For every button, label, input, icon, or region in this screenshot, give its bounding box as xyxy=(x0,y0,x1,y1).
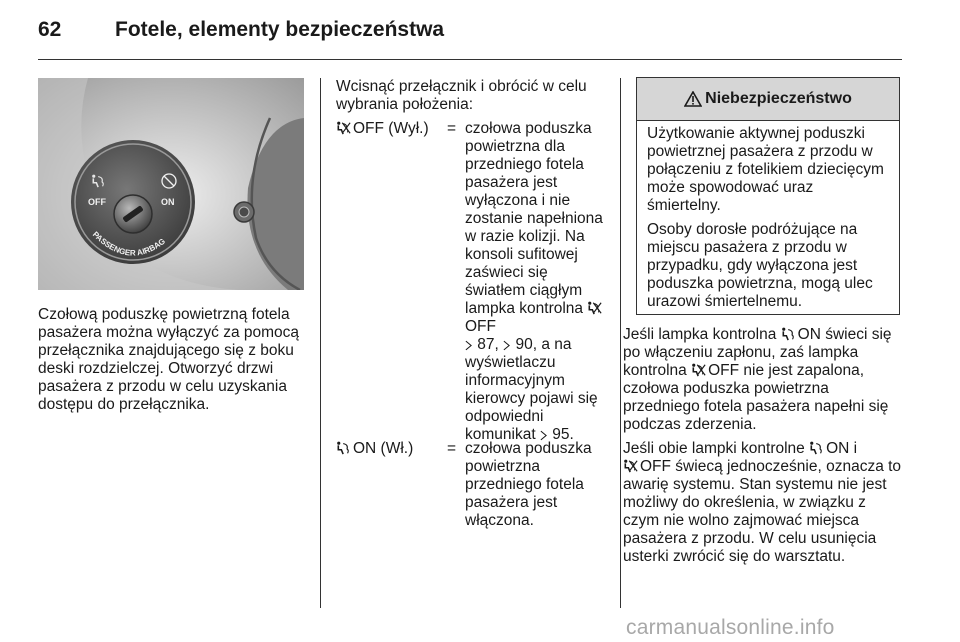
page-number: 62 xyxy=(38,18,62,41)
airbag-off-icon xyxy=(587,301,603,315)
indicator-paragraph-2 xyxy=(623,440,905,566)
option-off-equals: = xyxy=(447,120,457,137)
option-on-equals: = xyxy=(447,440,457,457)
option-off-key xyxy=(336,120,429,138)
warning-header xyxy=(637,78,899,121)
airbag-on-icon xyxy=(781,327,797,341)
page-reference-icon xyxy=(465,340,472,351)
on-label: ON xyxy=(161,197,175,207)
airbag-on-icon xyxy=(809,441,825,455)
indicator-p1-text-a: Jeśli lampka kontrolna xyxy=(623,326,781,343)
warning-paragraph-1: Użytkowanie aktywnej poduszki powietrznej pasażera z przodu w połączeniu z fotelikiem dziecięcym może spowodować uraz śmiertelny. xyxy=(647,125,884,214)
indicator-p1-on: ON xyxy=(797,326,821,343)
airbag-off-icon xyxy=(691,363,707,377)
indicator-p2-text-c: świecą jednocześnie, oznacza to awarię systemu. Stan systemu nie jest możliwy do określenia, w związku z czym nie wolno zajmować miejsca pasażera z przodu. W celu usunięcia usterki zwrócić się do warsztatu. xyxy=(623,458,902,565)
page-reference-icon xyxy=(503,340,510,351)
option-off-key-label: OFF (Wył.) xyxy=(353,120,429,137)
airbag-off-icon xyxy=(623,459,639,473)
column-divider-2 xyxy=(620,78,621,608)
warning-triangle-icon xyxy=(684,91,702,107)
warning-paragraph-2: Osoby dorosłe podróżujące na miejscu pasażera z przodu w przypadku, gdy wyłączona jest poduszka powietrzna, mogą ulec urazowi śmiertelnemu. xyxy=(647,221,873,310)
airbag-on-icon xyxy=(336,441,352,455)
indicator-p2-off: OFF xyxy=(640,458,671,475)
option-off-desc-key: OFF xyxy=(465,318,496,335)
indicator-paragraph-1 xyxy=(623,326,905,434)
site-watermark: carmanualsonline.info xyxy=(626,616,835,639)
airbag-switch-photo xyxy=(38,78,304,290)
off-label: OFF xyxy=(88,197,106,207)
header-divider xyxy=(38,59,902,60)
option-on-key xyxy=(336,440,413,458)
indicator-p2-on: ON xyxy=(826,440,850,457)
option-on-description: czołowa poduszka powietrzna przedniego fotela pasażera jest włączona. xyxy=(465,440,592,529)
column-divider-1 xyxy=(320,78,321,608)
airbag-off-icon xyxy=(336,121,352,135)
indicator-p2-text-a: Jeśli obie lampki kontrolne xyxy=(623,440,810,457)
switch-location-text: Czołową poduszkę powietrzną fotela pasażera można wyłączyć za pomocą przełącznika znajdującego się z boku deski rozdzielczej. Otworzyć drzwi pasażera z przodu w celu uzyskania dostępu do przełącznika. xyxy=(38,306,300,413)
indicator-p1-off: OFF xyxy=(708,362,740,379)
option-on-key-label: ON (Wł.) xyxy=(353,440,414,457)
passenger-airbag-label: PASSENGER AIRBAG xyxy=(90,229,167,258)
switch-instruction-text: Wcisnąć przełącznik i obrócić w celu wybrania położenia: xyxy=(336,78,587,113)
indicator-p1-text-c: nie jest zapalona, czołowa poduszka powietrzna przedniego fotela pasażera napełni się podczas zderzenia. xyxy=(623,362,889,433)
indicator-p1-text-b: świeci się po włączeniu zapłonu, zaś lampka kontrolna xyxy=(623,326,892,379)
indicator-p2-text-b: i xyxy=(849,440,858,457)
option-off-desc-refs: 87, 90, a na wyświetlaczu informacyjnym kierowcy pojawi się odpowiedni komunikat 95. xyxy=(465,336,598,443)
option-off-description xyxy=(465,120,607,444)
page-title: Fotele, elementy bezpieczeństwa xyxy=(115,18,445,41)
warning-title: Niebezpieczeństwo xyxy=(705,90,852,107)
option-off-desc-text: czołowa poduszka powietrzna dla przedniego fotela pasażera jest wyłączona i nie zostanie napełniona w razie kolizji. Na konsoli sufitowej zaświeci się światłem ciągłym lampka kontrolna xyxy=(465,120,603,317)
danger-warning-box xyxy=(636,77,900,315)
